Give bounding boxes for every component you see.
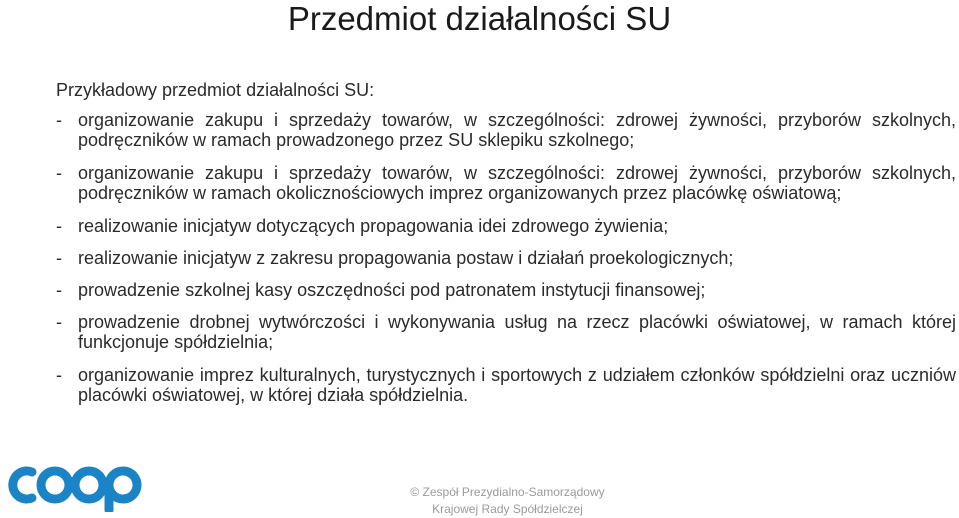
list-item	[56, 280, 956, 300]
footer-line-2: Krajowej Rady Spółdzielczej	[432, 502, 583, 516]
dash-marker: -	[56, 280, 62, 300]
list-item	[56, 110, 956, 150]
coop-logo-o1	[41, 471, 69, 499]
list-item	[56, 163, 956, 203]
footer-copyright	[380, 484, 635, 518]
footer-line-1: © Zespół Prezydialno-Samorządowy	[410, 485, 605, 499]
coop-logo-c	[13, 471, 32, 499]
coop-logo-icon	[2, 452, 147, 512]
dash-marker: -	[56, 216, 62, 236]
dash-marker: -	[56, 365, 62, 385]
list-item	[56, 312, 956, 352]
list-item-text: realizowanie inicjatyw dotyczących propagowania idei zdrowego żywienia;	[78, 216, 669, 236]
list-item-text: organizowanie zakupu i sprzedaży towarów, w szczególności: zdrowej żywności, przyborów szkolnych, podręczników w ramach prowadzonego przez SU sklepiku szkolnego;	[78, 110, 956, 150]
dash-marker: -	[56, 312, 62, 332]
dash-marker: -	[56, 110, 62, 130]
list-item-text: organizowanie zakupu i sprzedaży towarów, w szczególności: zdrowej żywności, przyborów szkolnych, podręczników w ramach okolicznościowych imprez organizowanych przez placówkę oświatową;	[78, 163, 956, 203]
intro-text: Przykładowy przedmiot działalności SU:	[56, 80, 375, 100]
activity-list	[56, 110, 956, 418]
slide-title: Przedmiot działalności SU	[287, 0, 672, 37]
list-item-text: realizowanie inicjatyw z zakresu propagowania postaw i działań proekologicznych;	[78, 248, 734, 268]
list-item	[56, 248, 956, 268]
dash-marker: -	[56, 248, 62, 268]
list-item-text: organizowanie imprez kulturalnych, turystycznych i sportowych z udziałem członków spółdzielni oraz uczniów placówki oświatowej, w której działa spółdzielnia.	[78, 365, 956, 405]
list-item-text: prowadzenie szkolnej kasy oszczędności pod patronatem instytucji finansowej;	[78, 280, 706, 300]
coop-logo-o2	[75, 471, 103, 499]
dash-marker: -	[56, 163, 62, 183]
list-item	[56, 216, 956, 236]
list-item-text: prowadzenie drobnej wytwórczości i wykonywania usług na rzecz placówki oświatowej, w ramach której funkcjonuje spółdzielnia;	[78, 312, 956, 352]
list-item	[56, 365, 956, 405]
